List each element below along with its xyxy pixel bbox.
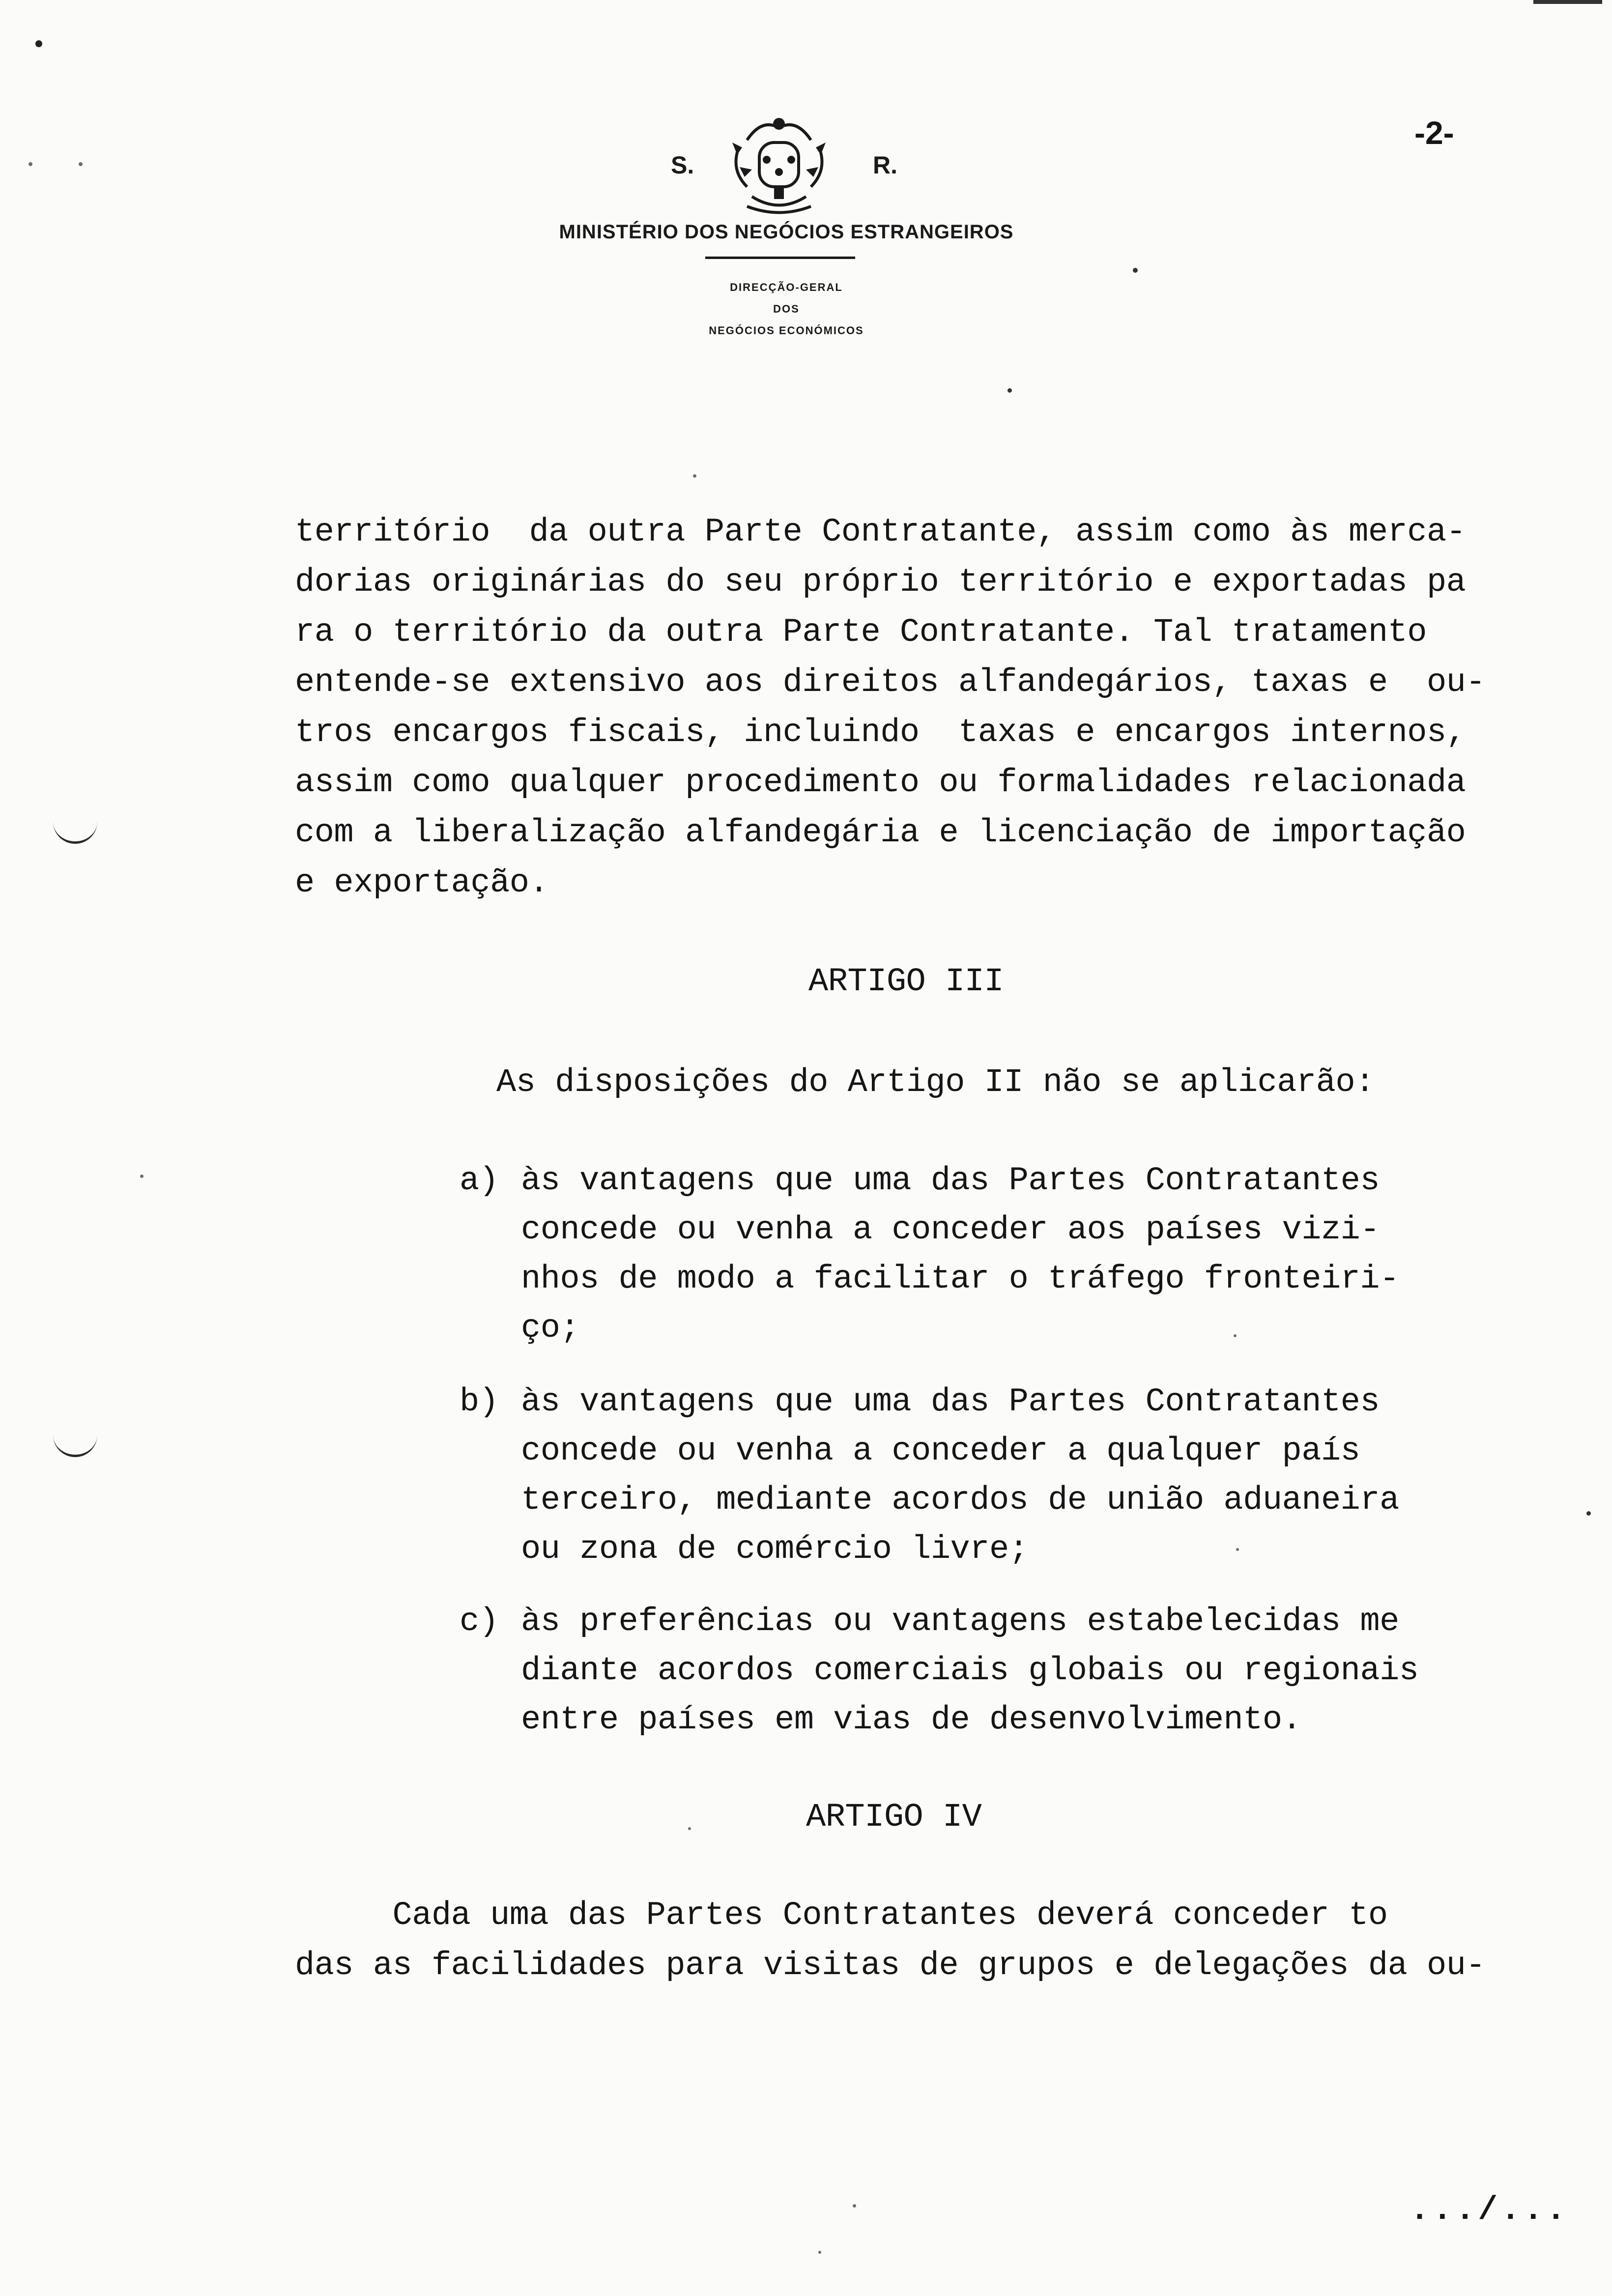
paragraph-1-line: dorias originárias do seu próprio território e exportadas pa	[295, 564, 1466, 601]
item-line: às preferências ou vantagens estabelecidas me	[521, 1603, 1399, 1640]
paragraph-1-line: ra o território da outra Parte Contratante. Tal tratamento	[295, 614, 1427, 651]
item-line: entre países em vias de desenvolvimento.	[521, 1701, 1302, 1739]
article-3-intro: As disposições do Artigo II não se aplicarão:	[496, 1064, 1375, 1101]
department-line-2: DOS	[773, 303, 800, 315]
letterhead-initial-left: S.	[671, 151, 694, 179]
scan-edge-mark	[1533, 0, 1602, 4]
item-line: às vantagens que uma das Partes Contratantes	[521, 1383, 1380, 1421]
paragraph-1-line: território da outra Parte Contratante, assim como às merca-	[295, 514, 1466, 551]
item-marker: b)	[460, 1383, 499, 1421]
letterhead-initial-right: R.	[873, 151, 897, 179]
article-3-heading: ARTIGO III	[808, 963, 1004, 1001]
letterhead-divider	[705, 257, 855, 259]
letterhead	[482, 103, 1091, 359]
coat-of-arms-icon	[718, 113, 840, 216]
scan-speck	[1133, 268, 1138, 273]
article-3-item-b	[460, 1383, 1492, 1580]
ministry-name: MINISTÉRIO DOS NEGÓCIOS ESTRANGEIROS	[559, 221, 1014, 243]
item-marker: a)	[460, 1162, 499, 1200]
article-3-item-c	[460, 1603, 1492, 1751]
paragraph-1-line: tros encargos fiscais, incluindo taxas e encargos internos,	[295, 714, 1466, 751]
item-line: concede ou venha a conceder aos países vizi-	[521, 1211, 1380, 1249]
page-number: -2-	[1414, 115, 1454, 151]
scan-speck	[1234, 1334, 1237, 1337]
item-line: ou zona de comércio livre;	[521, 1531, 1029, 1568]
paragraph-1-line: entende-se extensivo aos direitos alfandegários, taxas e ou-	[295, 664, 1486, 701]
hole-punch-mark	[53, 822, 97, 844]
item-line: às vantagens que uma das Partes Contratantes	[521, 1162, 1380, 1200]
paragraph-1-line: com a liberalização alfandegária e licenciação de importação	[295, 814, 1466, 852]
scan-speck	[1008, 388, 1012, 393]
item-line: diante acordos comerciais globais ou regionais	[521, 1652, 1419, 1690]
item-line: terceiro, mediante acordos de união aduaneira	[521, 1482, 1399, 1519]
item-line: nhos de modo a facilitar o tráfego fronteiri-	[521, 1261, 1399, 1298]
scan-speck	[140, 1175, 144, 1178]
scan-speck	[1586, 1511, 1591, 1516]
department-line-3: NEGÓCIOS ECONÓMICOS	[709, 324, 864, 337]
scan-speck	[693, 474, 696, 478]
item-line: ço;	[521, 1310, 580, 1347]
scan-speck	[818, 2251, 821, 2254]
scan-speck	[1236, 1548, 1239, 1551]
paragraph-1	[295, 514, 1553, 917]
department-line-1: DIRECÇÃO-GERAL	[730, 281, 843, 293]
scan-speck	[35, 40, 42, 47]
paragraph-1-line: e exportação.	[295, 864, 549, 902]
article-4-heading: ARTIGO IV	[806, 1799, 982, 1836]
article-4-line: das as facilidades para visitas de grupos e delegações da ou-	[295, 1947, 1486, 1984]
scan-speck	[853, 2204, 856, 2208]
scan-speck	[29, 162, 32, 166]
item-line: concede ou venha a conceder a qualquer país	[521, 1433, 1360, 1470]
scan-speck	[79, 162, 83, 166]
article-4-paragraph	[295, 1897, 1573, 2005]
article-4-line: Cada uma das Partes Contratantes deverá conceder to	[295, 1897, 1388, 1934]
scan-speck	[688, 1827, 691, 1830]
item-marker: c)	[460, 1603, 499, 1640]
continuation-mark: .../...	[1410, 2192, 1569, 2229]
hole-punch-mark	[53, 1435, 97, 1457]
paragraph-1-line: assim como qualquer procedimento ou formalidades relacionada	[295, 764, 1466, 802]
article-3-item-a	[460, 1162, 1492, 1359]
